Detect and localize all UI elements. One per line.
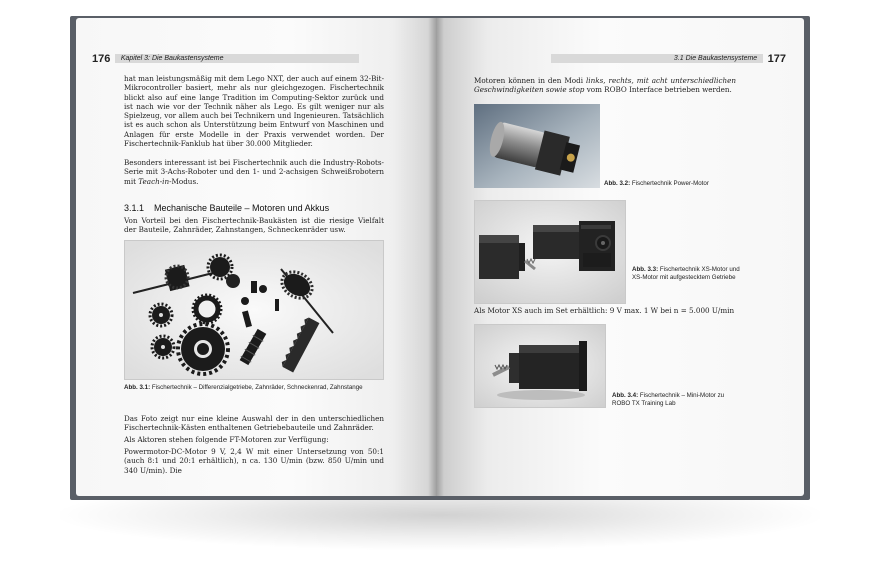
fig-3-4-caption — [612, 392, 742, 407]
section-number: 3.1.1 — [124, 203, 145, 213]
left-para-4: Das Foto zeigt nur eine kleine Auswahl der in den unterschiedlichen Fischertechnik-Kästen enthaltenen Getriebebauteile und Zahnräder. — [124, 414, 384, 433]
right-intro-text-b: vom ROBO Interface betrieben werden. — [584, 85, 732, 95]
fig-3-3-caption — [632, 266, 742, 281]
fig-3-1-label: Abb. 3.1: — [124, 384, 151, 391]
section-title: Mechanische Bauteile – Motoren und Akkus — [154, 203, 330, 213]
xs-motor-text: Als Motor XS auch im Set erhältlich: 9 V max. 1 W bei n = 5.000 U/min — [474, 306, 735, 315]
left-running-head — [92, 50, 410, 65]
right-intro-text-a: Motoren können in den Modi — [474, 76, 586, 85]
figure-mini-motor — [474, 324, 606, 408]
figure-power-motor — [474, 104, 600, 188]
left-page — [76, 18, 436, 496]
right-running-title: 3.1 Die Baukastensysteme — [551, 54, 763, 63]
right-intro-emphasis: links, rechts, mit acht unterschiedlichen Geschwindigkeiten sowie stop — [474, 76, 736, 95]
power-motor-photo — [474, 104, 600, 188]
right-running-head — [476, 50, 786, 65]
fig-3-1-caption — [124, 384, 382, 392]
fig-3-2-label: Abb. 3.2: — [604, 180, 631, 187]
xs-motor-photo — [475, 201, 625, 303]
fig-3-1-text: Fischertechnik – Differenzialgetriebe, Zahnräder, Schneckenrad, Zahnstange — [150, 384, 363, 391]
left-para-5: Als Aktoren stehen folgende FT-Motoren zur Verfügung: — [124, 435, 329, 444]
left-para-1: hat man leistungsmäßig mit dem Lego NXT, der auch auf einem 32-Bit-Mikrocontroller basiert, mehr als nur gleichgezogen. Fischertechnik blickt also auf eine lange Tradition im Computing-Sektor zurück und ist nach wie vor der Technik näher als Lego. Es gilt weniger nur als Spielzeug, vor allem auch bei Technikern und Ingenieuren. Tatsächlich ist es auch schon als Unterstützung beim Entwurf von Maschinen und Anlagen für erste Modelle in der Praxis verwendet worden. Der Fischertechnik-Fanklub hat über 30.000 Mitglieder. — [124, 74, 384, 149]
fig-3-3-text: Fischertechnik XS-Motor und XS-Motor mit aufgestecktem Getriebe — [632, 266, 740, 281]
gears-photo — [125, 241, 383, 379]
fig-3-3-label: Abb. 3.3: — [632, 266, 659, 273]
section-heading — [124, 203, 384, 213]
mini-motor-photo — [475, 325, 605, 407]
fig-3-4-text: Fischertechnik – Mini-Motor zu ROBO TX Training Lab — [612, 392, 725, 407]
left-para-2-text-b: -Modus. — [169, 176, 199, 186]
right-page — [436, 18, 804, 496]
right-page-number: 177 — [767, 52, 786, 65]
fig-3-4-label: Abb. 3.4: — [612, 392, 639, 399]
left-para-2-text-a: Besonders interessant ist bei Fischertechnik auch die Industry-Robots-Serie mit 3-Achs-Roboter und den 1- und 2-achsigen Schweißrobotern mit — [124, 158, 384, 186]
left-para-6: Powermotor-DC-Motor 9 V, 2,4 W mit einer Untersetzung von 50:1 (auch 8:1 und 20:1 erhältlich), n ca. 130 U/min (bzw. 850 U/min und 340 U/min). Die — [124, 447, 384, 475]
left-para-2-emphasis: Teach-in — [138, 176, 170, 186]
fig-3-2-text: Fischertechnik Power-Motor — [630, 180, 709, 187]
left-running-title: Kapitel 3: Die Baukastensysteme — [115, 54, 359, 63]
right-intro — [474, 76, 736, 95]
left-page-number: 176 — [92, 52, 111, 65]
left-para-3: Von Vorteil bei den Fischertechnik-Baukästen ist die riesige Vielfalt der Bauteile, Zahnräder, Zahnstangen, Schneckenräder usw. — [124, 216, 384, 235]
left-para-2 — [124, 158, 384, 186]
figure-gears — [124, 240, 384, 380]
fig-3-2-caption — [604, 180, 754, 188]
figure-xs-motor — [474, 200, 626, 304]
